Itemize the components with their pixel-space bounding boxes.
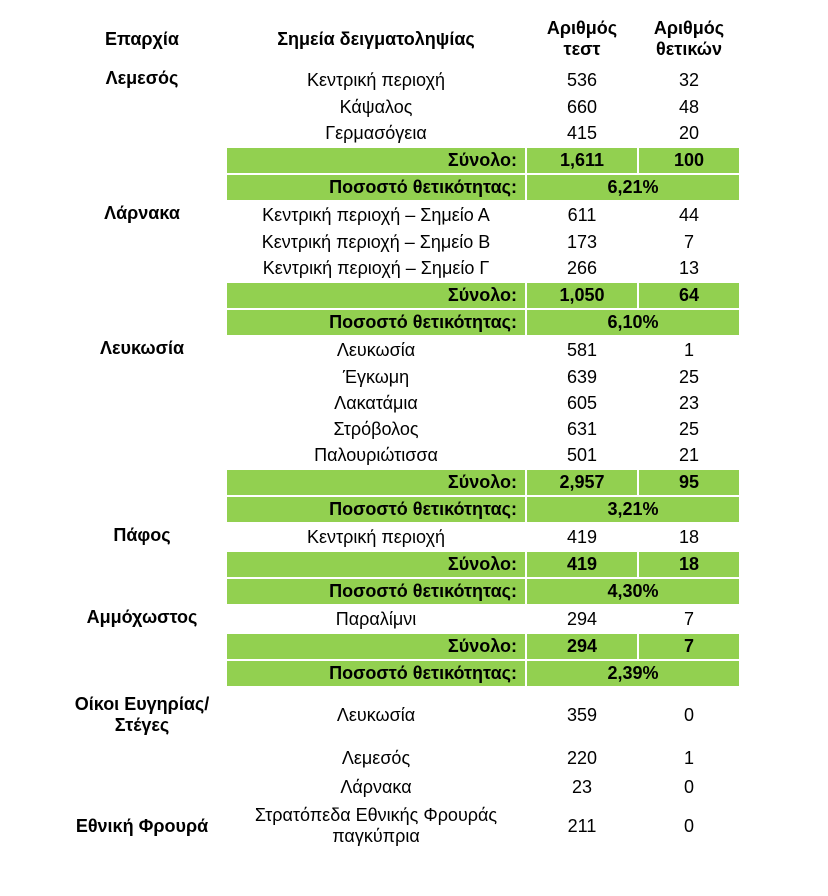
district-label: Εθνική Φρουρά [75, 815, 209, 836]
tests-value: 173 [566, 231, 598, 252]
testing-results-table [58, 12, 741, 852]
total-row [58, 551, 740, 578]
positives-value: 23 [678, 392, 700, 413]
total-positives: 18 [638, 551, 740, 578]
sampling-point: Κάψαλος [339, 96, 413, 117]
total-positives: 7 [638, 633, 740, 660]
table-row [58, 687, 740, 742]
positives-value: 32 [678, 69, 700, 90]
tests-value: 501 [566, 444, 598, 465]
table-row [58, 523, 740, 551]
total-row [58, 633, 740, 660]
positives-value: 1 [683, 747, 694, 768]
district-label [58, 774, 226, 800]
sampling-point: Λάρνακα [340, 776, 412, 797]
table-row [58, 255, 740, 282]
sampling-point: Κεντρική περιοχή – Σημείο Α [262, 205, 490, 226]
district-label: Πάφος [113, 525, 171, 545]
rate-value: 4,30% [526, 578, 740, 605]
rate-value: 6,21% [526, 174, 740, 201]
positives-value: 20 [678, 122, 700, 143]
rate-value: 6,10% [526, 309, 740, 336]
positivity-rate-row [58, 496, 740, 523]
total-row [58, 147, 740, 174]
header-row [58, 12, 740, 66]
district-label: Αμμόχωστος [86, 607, 198, 627]
tests-value: 536 [566, 69, 598, 90]
rate-label: Ποσοστό θετικότητας: [226, 660, 526, 687]
district-label [58, 416, 226, 442]
positivity-rate-row [58, 660, 740, 687]
tests-value: 581 [566, 340, 598, 361]
total-label: Σύνολο: [226, 282, 526, 309]
tests-value: 660 [566, 96, 598, 117]
district-label: Λάρνακα [104, 203, 180, 223]
total-positives: 64 [638, 282, 740, 309]
tests-value: 639 [566, 366, 598, 387]
positivity-rate-row [58, 578, 740, 605]
tests-value: 294 [566, 608, 598, 629]
district-label [58, 442, 226, 469]
positives-value: 48 [678, 96, 700, 117]
total-label: Σύνολο: [226, 469, 526, 496]
table-row [58, 229, 740, 255]
positives-value: 21 [678, 444, 700, 465]
total-tests: 1,050 [526, 282, 638, 309]
district-label [58, 742, 226, 774]
sampling-point: Έγκωμη [342, 366, 410, 387]
table-row [58, 742, 740, 774]
district-label: Οίκοι Ευγηρίας/ Στέγες [74, 693, 210, 735]
table-row [58, 66, 740, 94]
district-label [58, 364, 226, 390]
positives-value: 0 [683, 815, 694, 836]
tests-value: 266 [566, 257, 598, 278]
rate-label: Ποσοστό θετικότητας: [226, 578, 526, 605]
sampling-point: Λευκωσία [336, 704, 416, 725]
total-positives: 95 [638, 469, 740, 496]
positives-value: 7 [683, 608, 694, 629]
total-row [58, 469, 740, 496]
table-row [58, 120, 740, 147]
district-label [58, 229, 226, 255]
positives-value: 0 [683, 704, 694, 725]
sampling-point: Κεντρική περιοχή – Σημείο Γ [262, 257, 490, 278]
positives-value: 1 [683, 340, 694, 361]
tests-value: 611 [567, 205, 597, 226]
rate-label: Ποσοστό θετικότητας: [226, 496, 526, 523]
col-header-positives: Αριθμός θετικών [653, 18, 725, 59]
total-label: Σύνολο: [226, 633, 526, 660]
tests-value: 359 [566, 704, 598, 725]
total-label: Σύνολο: [226, 147, 526, 174]
sampling-point: Γερμασόγεια [325, 122, 427, 143]
positives-value: 18 [678, 526, 700, 547]
district-label: Λευκωσία [99, 338, 185, 358]
col-header-district: Επαρχία [105, 28, 179, 49]
tests-value: 631 [566, 418, 598, 439]
table-row [58, 605, 740, 633]
total-positives: 100 [638, 147, 740, 174]
district-label [58, 94, 226, 120]
rate-label: Ποσοστό θετικότητας: [226, 309, 526, 336]
positivity-rate-row [58, 309, 740, 336]
total-tests: 1,611 [526, 147, 638, 174]
tests-value: 605 [566, 392, 598, 413]
table-row [58, 201, 740, 229]
positivity-rate-row [58, 174, 740, 201]
total-row [58, 282, 740, 309]
col-header-sampling-points: Σημεία δειγματοληψίας [277, 28, 475, 49]
positives-value: 7 [683, 231, 694, 252]
table-row [58, 416, 740, 442]
positives-value: 13 [678, 257, 700, 278]
total-tests: 2,957 [526, 469, 638, 496]
total-tests: 294 [526, 633, 638, 660]
positives-value: 44 [678, 205, 700, 226]
positives-value: 25 [678, 366, 700, 387]
table-row [58, 94, 740, 120]
sampling-point: Κεντρική περιοχή [306, 69, 446, 90]
district-label: Λεμεσός [105, 68, 179, 88]
sampling-point: Λακατάμια [334, 392, 418, 413]
district-label [58, 390, 226, 416]
table-row [58, 390, 740, 416]
table-row [58, 336, 740, 364]
sampling-point: Παλουριώτισσα [314, 444, 438, 465]
district-label [58, 255, 226, 282]
sampling-point: Λευκωσία [336, 340, 416, 361]
table-row [58, 774, 740, 800]
sampling-point: Στρόβολος [333, 418, 419, 439]
sampling-point: Λεμεσός [341, 747, 411, 768]
sampling-point: Παραλίμνι [335, 608, 417, 629]
rate-value: 3,21% [526, 496, 740, 523]
rate-value: 2,39% [526, 660, 740, 687]
tests-value: 211 [567, 815, 597, 836]
table-row [58, 364, 740, 390]
sampling-point: Στρατόπεδα Εθνικής Φρουράς παγκύπρια [254, 805, 498, 846]
tests-value: 220 [566, 747, 598, 768]
total-label: Σύνολο: [226, 551, 526, 578]
sampling-point: Κεντρική περιοχή [306, 526, 446, 547]
positives-value: 25 [678, 418, 700, 439]
table-row [58, 800, 740, 852]
tests-value: 419 [566, 526, 598, 547]
tests-value: 23 [571, 776, 593, 797]
table-row [58, 442, 740, 469]
sampling-point: Κεντρική περιοχή – Σημείο Β [261, 231, 491, 252]
total-tests: 419 [526, 551, 638, 578]
tests-value: 415 [566, 122, 598, 143]
positives-value: 0 [683, 776, 694, 797]
district-label [58, 120, 226, 147]
col-header-tests: Αριθμός τεστ [546, 18, 618, 59]
rate-label: Ποσοστό θετικότητας: [226, 174, 526, 201]
